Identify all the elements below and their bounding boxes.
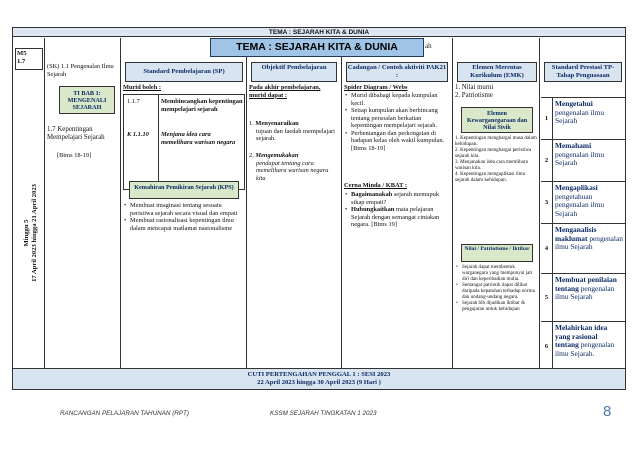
bab-box: TI BAB 1: MENGENALI SEJARAH [59,86,115,114]
rpt-table [12,27,626,390]
theme-banner: TEMA : SEJARAH KITA & DUNIA [13,28,625,37]
tp-level-rest: pengenalan ilmu Sejarah. [555,340,615,358]
tp-level-rest: pengetahuan pengenalan ilmu Sejarah [555,191,605,218]
kbat-title: Cerna Minda / KBAT : [344,182,407,189]
kbat-list [344,191,451,229]
tp-level-rest: pengenalan ilmu Sejarah [555,283,615,302]
tp-level-text [555,100,623,126]
kps-item: • Membuat rasionalisasi kepentingan ilmu dalam mencapai matlamat nasionalisme [123,217,245,232]
murid-boleh: Murid boleh : [123,84,161,91]
nilai-item: • Sejarah dapat membentuk warganegara yang mempunyai jati diri dan keperibadian mulia. [455,264,539,282]
spider-list [344,92,451,152]
objective-lead: Menyenaraikan [255,120,299,127]
sp-row-code: K 1.1.10 [127,131,149,138]
tp-level [541,273,625,321]
sp-table [123,94,245,190]
kewarganegaraan-header: Elemen Kewarganegaraan dan Nilai Sivik [461,107,533,133]
tp-level-bold: Mengaplikasi [555,183,598,192]
objective-rest: tujuan dan faedah mempelajari sejarah. [256,127,335,142]
week-date-range: 17 April 2023 hingga 21 April 2023 [31,184,38,282]
week-code [15,48,43,70]
tp-level-rest: pengenalan ilmu Sejarah [555,233,623,252]
tp-level-text [555,184,623,218]
sp-pages: [Btms 18-19] [57,152,92,159]
tp-level [541,181,625,223]
sk-title: (SK) 1.1 Pengenalan Ilmu Sejarah [47,63,114,78]
kbat-lead: Bagaimanakah [351,191,393,198]
nilai-header: Nilai / Patriotisme / Iktibar [461,244,533,262]
emk-item: 2. Patriotisme [455,92,493,99]
tp-levels [541,97,625,370]
kbat-rest: sejarah memupuk sikap empati? [351,191,440,206]
kbat-item [344,206,451,229]
kewarganegaraan-item: 1. Kepentingan menghargai masa dalam kehidupan. [455,135,537,147]
tp-level-number: 3 [541,182,553,223]
tp-level-bold: Membuat penilaian tentang [555,275,617,293]
tp-level [541,139,625,181]
kewarganegaraan-list [455,135,538,183]
tp-level [541,321,625,370]
sp-row-code: 1.1.7 [127,98,140,105]
theme-title-overlay: TEMA : SEJARAH KITA & DUNIA [210,38,424,57]
objective-rest: pendapat tentang cara memelihara warisan negara kita [256,159,329,182]
sp-topic: 1.7 Kepentingan Mempelajari Sejarah [47,126,105,141]
objective-num: 1. [249,120,254,127]
objective-intro: Pada akhir pembelajaran, murid dapat : [249,84,321,99]
kewarganegaraan-item: 3. Menjanakan idea cara memlihara warisan kita. [455,159,528,171]
sp-row-text: Membincangkan kepentingan mempelajari sejarah [161,98,243,113]
tp-level-number: 1 [541,98,553,139]
footer-center: KSSM SEJARAH TINGKATAN 1 2023 [270,410,377,417]
tp-level-bold: Memahami [555,141,592,150]
kbat-rest: mata pelajaran Sejarah dengan semangat cintakan negara. [Btms 19] [351,206,440,228]
kps-header: Kemahiran Pemikiran Sejarah (KPS) [129,181,239,199]
emk-list [455,84,537,100]
kbat-item [344,191,451,206]
spider-title: Spider Diagram / Webs [344,84,408,91]
tp-level-number: 5 [541,274,553,321]
activity-header: Cadangan / Contoh aktiviti PAK21 : [346,62,448,82]
kewarganegaraan-item: 2. Kepentingan menghargai peristiwa sejarah kita. [455,147,532,159]
spider-item: • Perbentangan dan perkongsian di hadapan kelas oleh wakil kumpulan. [Btms 18-19] [344,130,451,153]
spider-item: • Murid dibahagi kepada kumpulan kecil. [344,92,451,107]
spider-item: • Setiap kumpulan akan berbincang tentang persoalan berkaitan kepentingan mempelajari sejarah. [344,107,451,130]
sp-header: Standard Pembelajaran (SP) [125,62,243,82]
tp-level [541,97,625,139]
objective-lead: Mengemukakan [255,152,299,159]
holiday-title: CUTI PERTENGAHAN PENGGAL 1 : SESI 2023 [247,371,391,378]
sp-table-divider [158,95,159,189]
tp-level-text [555,324,623,358]
week-dates [16,163,46,303]
tp-level-text [555,226,623,252]
tp-level-number: 4 [541,224,553,273]
objective-num: 2. [249,152,254,159]
tp-level-bold: Menganalisis maklumat [555,225,597,243]
tp-level-number: 2 [541,140,553,181]
kps-item: • Membuat imaginasi tentang sesuatu peristiwa sejarah secara visual dan empati [123,202,245,217]
nilai-item: • Semangat patriotik dapat dilihat daripada kepatuhan terhadap norma dan undang-undang negara. [455,282,539,300]
tp-level-bold: Mengetahui [555,99,593,108]
nilai-list [455,264,539,312]
sp-row-text: Menjana idea cara memelihara warisan negara [161,131,236,146]
footer-left: RANCANGAN PELAJARAN TAHUNAN (RPT) [60,410,189,417]
objective-item [249,120,339,143]
tp-level [541,223,625,273]
nilai-item: • Sejarah blh dijadikan iktibar & pengajaran untuk kehidupan [455,300,539,312]
kewarganegaraan-item: 4. Kepentingan mengaplikasi ilmu sejarah dalam kehidupan. [455,171,526,183]
emk-header: Elemen Merentas Kurikulum (EMK) [457,62,537,82]
kps-list [123,202,245,232]
tp-level-text [555,276,623,302]
tp-level-rest: pengenalan ilmu Sejarah [555,149,605,168]
week-code-line1: M5 [17,50,27,57]
tp-level-bold: Melahirkan idea yang rasional tentang [555,323,608,350]
tp-level-text [555,142,623,168]
tp-header: Standard Prestasi TP- Tahap Penguasaan [544,62,622,82]
week-label: Minggu 5 [23,219,30,247]
page-number: 8 [603,403,612,420]
overlay-trailing-text: ah [425,42,432,50]
tp-level-rest: pengenalan ilmu Sejarah [555,107,605,126]
tp-level-number: 6 [541,322,553,370]
emk-item: 1. Nilai murni [455,84,494,91]
week-code-line2: 1.7 [17,58,26,65]
holiday-dates: 22 April 2023 hingga 30 April 2023 (9 Hari ) [257,379,381,386]
holiday-band [13,368,625,389]
objective-header: Objektif Pembelajaran [251,62,337,82]
kbat-lead: Hubungkaitkan [351,206,395,213]
objective-item [249,152,339,182]
